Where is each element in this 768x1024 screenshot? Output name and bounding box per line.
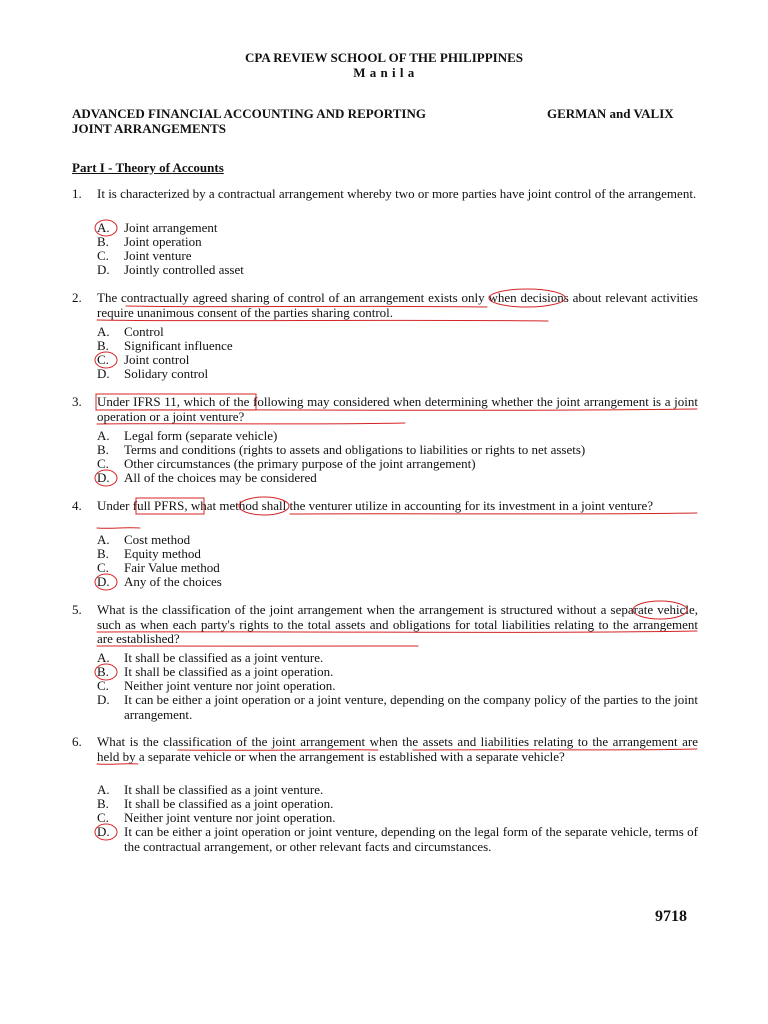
option-letter: C. xyxy=(97,456,109,471)
option-letter: C. xyxy=(97,248,109,263)
option-b xyxy=(97,443,585,457)
option-letter: C. xyxy=(97,678,109,693)
question-number: 2. xyxy=(72,290,82,305)
option-b xyxy=(97,797,333,811)
question-text: Under IFRS 11, which of the following may considered when determining whether the joint arrangement is a joint operation or a joint venture? xyxy=(97,394,698,424)
question-text: What is the classification of the joint arrangement when the arrangement is structured without a separate vehicle, such as when each party's rights to the total assets and obligations for total liabilities relating to the arrangement are established? xyxy=(97,602,698,646)
option-d xyxy=(97,575,222,589)
option-b xyxy=(97,547,201,561)
option-text: Joint venture xyxy=(124,248,192,263)
option-letter: A. xyxy=(97,782,110,797)
question-number: 6. xyxy=(72,734,82,749)
option-letter: C. xyxy=(97,352,109,367)
option-a xyxy=(97,533,190,547)
option-letter: B. xyxy=(97,664,109,679)
option-text: Joint arrangement xyxy=(124,220,218,235)
option-d xyxy=(97,263,244,277)
option-text: Neither joint venture nor joint operation. xyxy=(124,810,336,825)
topic-title: JOINT ARRANGEMENTS xyxy=(72,121,226,136)
option-c xyxy=(97,811,336,825)
option-text: Significant influence xyxy=(124,338,233,353)
option-c xyxy=(97,457,476,471)
option-d xyxy=(97,367,208,381)
option-c xyxy=(97,679,336,693)
option-letter: B. xyxy=(97,796,109,811)
option-text: Joint control xyxy=(124,352,190,367)
option-d xyxy=(97,693,698,722)
option-c xyxy=(97,353,189,367)
underline-mark xyxy=(97,320,548,321)
option-text: It shall be classified as a joint operation. xyxy=(124,796,334,811)
question-number: 1. xyxy=(72,186,82,201)
option-text: Jointly controlled asset xyxy=(124,262,244,277)
option-text: Other circumstances (the primary purpose of the joint arrangement) xyxy=(124,456,476,471)
question-text: It is characterized by a contractual arrangement whereby two or more parties have joint control of the arrangement. xyxy=(97,186,697,201)
option-letter: C. xyxy=(97,560,109,575)
school-name: CPA REVIEW SCHOOL OF THE PHILIPPINES xyxy=(245,50,523,65)
subject-title: ADVANCED FINANCIAL ACCOUNTING AND REPORTING xyxy=(72,106,426,121)
option-a xyxy=(97,325,164,339)
option-c xyxy=(97,249,192,263)
option-text: Fair Value method xyxy=(124,560,220,575)
option-text: All of the choices may be considered xyxy=(124,470,317,485)
option-letter: B. xyxy=(97,442,109,457)
underline-mark xyxy=(97,528,140,529)
option-letter: A. xyxy=(97,220,110,235)
option-letter: D. xyxy=(97,262,110,277)
option-text: It shall be classified as a joint venture. xyxy=(124,650,324,665)
option-letter: D. xyxy=(97,824,110,839)
page-code: 9718 xyxy=(655,908,687,925)
option-text: Legal form (separate vehicle) xyxy=(124,428,278,443)
option-letter: B. xyxy=(97,234,109,249)
option-a xyxy=(97,783,323,797)
option-text: Cost method xyxy=(124,532,191,547)
option-letter: D. xyxy=(97,470,110,485)
option-letter: D. xyxy=(97,574,110,589)
option-d xyxy=(97,825,698,854)
question-text: The contractually agreed sharing of control of an arrangement exists only when decisions about relevant activities require unanimous consent of the parties sharing control. xyxy=(97,290,698,320)
option-text: Neither joint venture nor joint operation. xyxy=(124,678,336,693)
option-text: Solidary control xyxy=(124,366,209,381)
option-c xyxy=(97,561,220,575)
option-text: Any of the choices xyxy=(124,574,222,589)
question-number: 4. xyxy=(72,498,82,513)
option-d xyxy=(97,471,317,485)
option-letter: A. xyxy=(97,650,110,665)
option-text: Terms and conditions (rights to assets and obligations to liabilities or rights to net assets) xyxy=(124,442,586,457)
option-letter: D. xyxy=(97,366,110,381)
question-text: Under full PFRS, what method shall the venturer utilize in accounting for its investment in a joint venture? xyxy=(97,498,653,513)
question-number: 3. xyxy=(72,394,82,409)
option-text: Equity method xyxy=(124,546,201,561)
option-text: It can be either a joint operation or joint venture, depending on the legal form of the separate vehicle, terms of the contractual arrangement, or other relevant facts and circumstances. xyxy=(124,824,698,854)
option-text: Control xyxy=(124,324,164,339)
question-text: What is the classification of the joint arrangement when the assets and liabilities relating to the arrangement are held by a separate vehicle or when the arrangement is established with a separate vehicle? xyxy=(97,734,698,764)
option-letter: C. xyxy=(97,810,109,825)
option-letter: A. xyxy=(97,532,110,547)
option-a xyxy=(97,429,277,443)
option-letter: A. xyxy=(97,428,110,443)
authors: GERMAN and VALIX xyxy=(547,106,674,121)
option-a xyxy=(97,651,323,665)
option-text: Joint operation xyxy=(124,234,202,249)
option-b xyxy=(97,339,233,353)
option-text: It can be either a joint operation or a joint venture, depending on the company policy of the parties to the joint arrangement. xyxy=(124,692,698,722)
option-b xyxy=(97,235,202,249)
option-letter: D. xyxy=(97,692,110,707)
option-b xyxy=(97,665,333,679)
option-letter: B. xyxy=(97,546,109,561)
option-text: It shall be classified as a joint operation. xyxy=(124,664,334,679)
part-title: Part I - Theory of Accounts xyxy=(72,160,224,175)
option-letter: A. xyxy=(97,324,110,339)
question-number: 5. xyxy=(72,602,82,617)
school-city: M a n i l a xyxy=(353,65,415,80)
option-text: It shall be classified as a joint venture. xyxy=(124,782,324,797)
option-a xyxy=(97,221,218,235)
option-letter: B. xyxy=(97,338,109,353)
